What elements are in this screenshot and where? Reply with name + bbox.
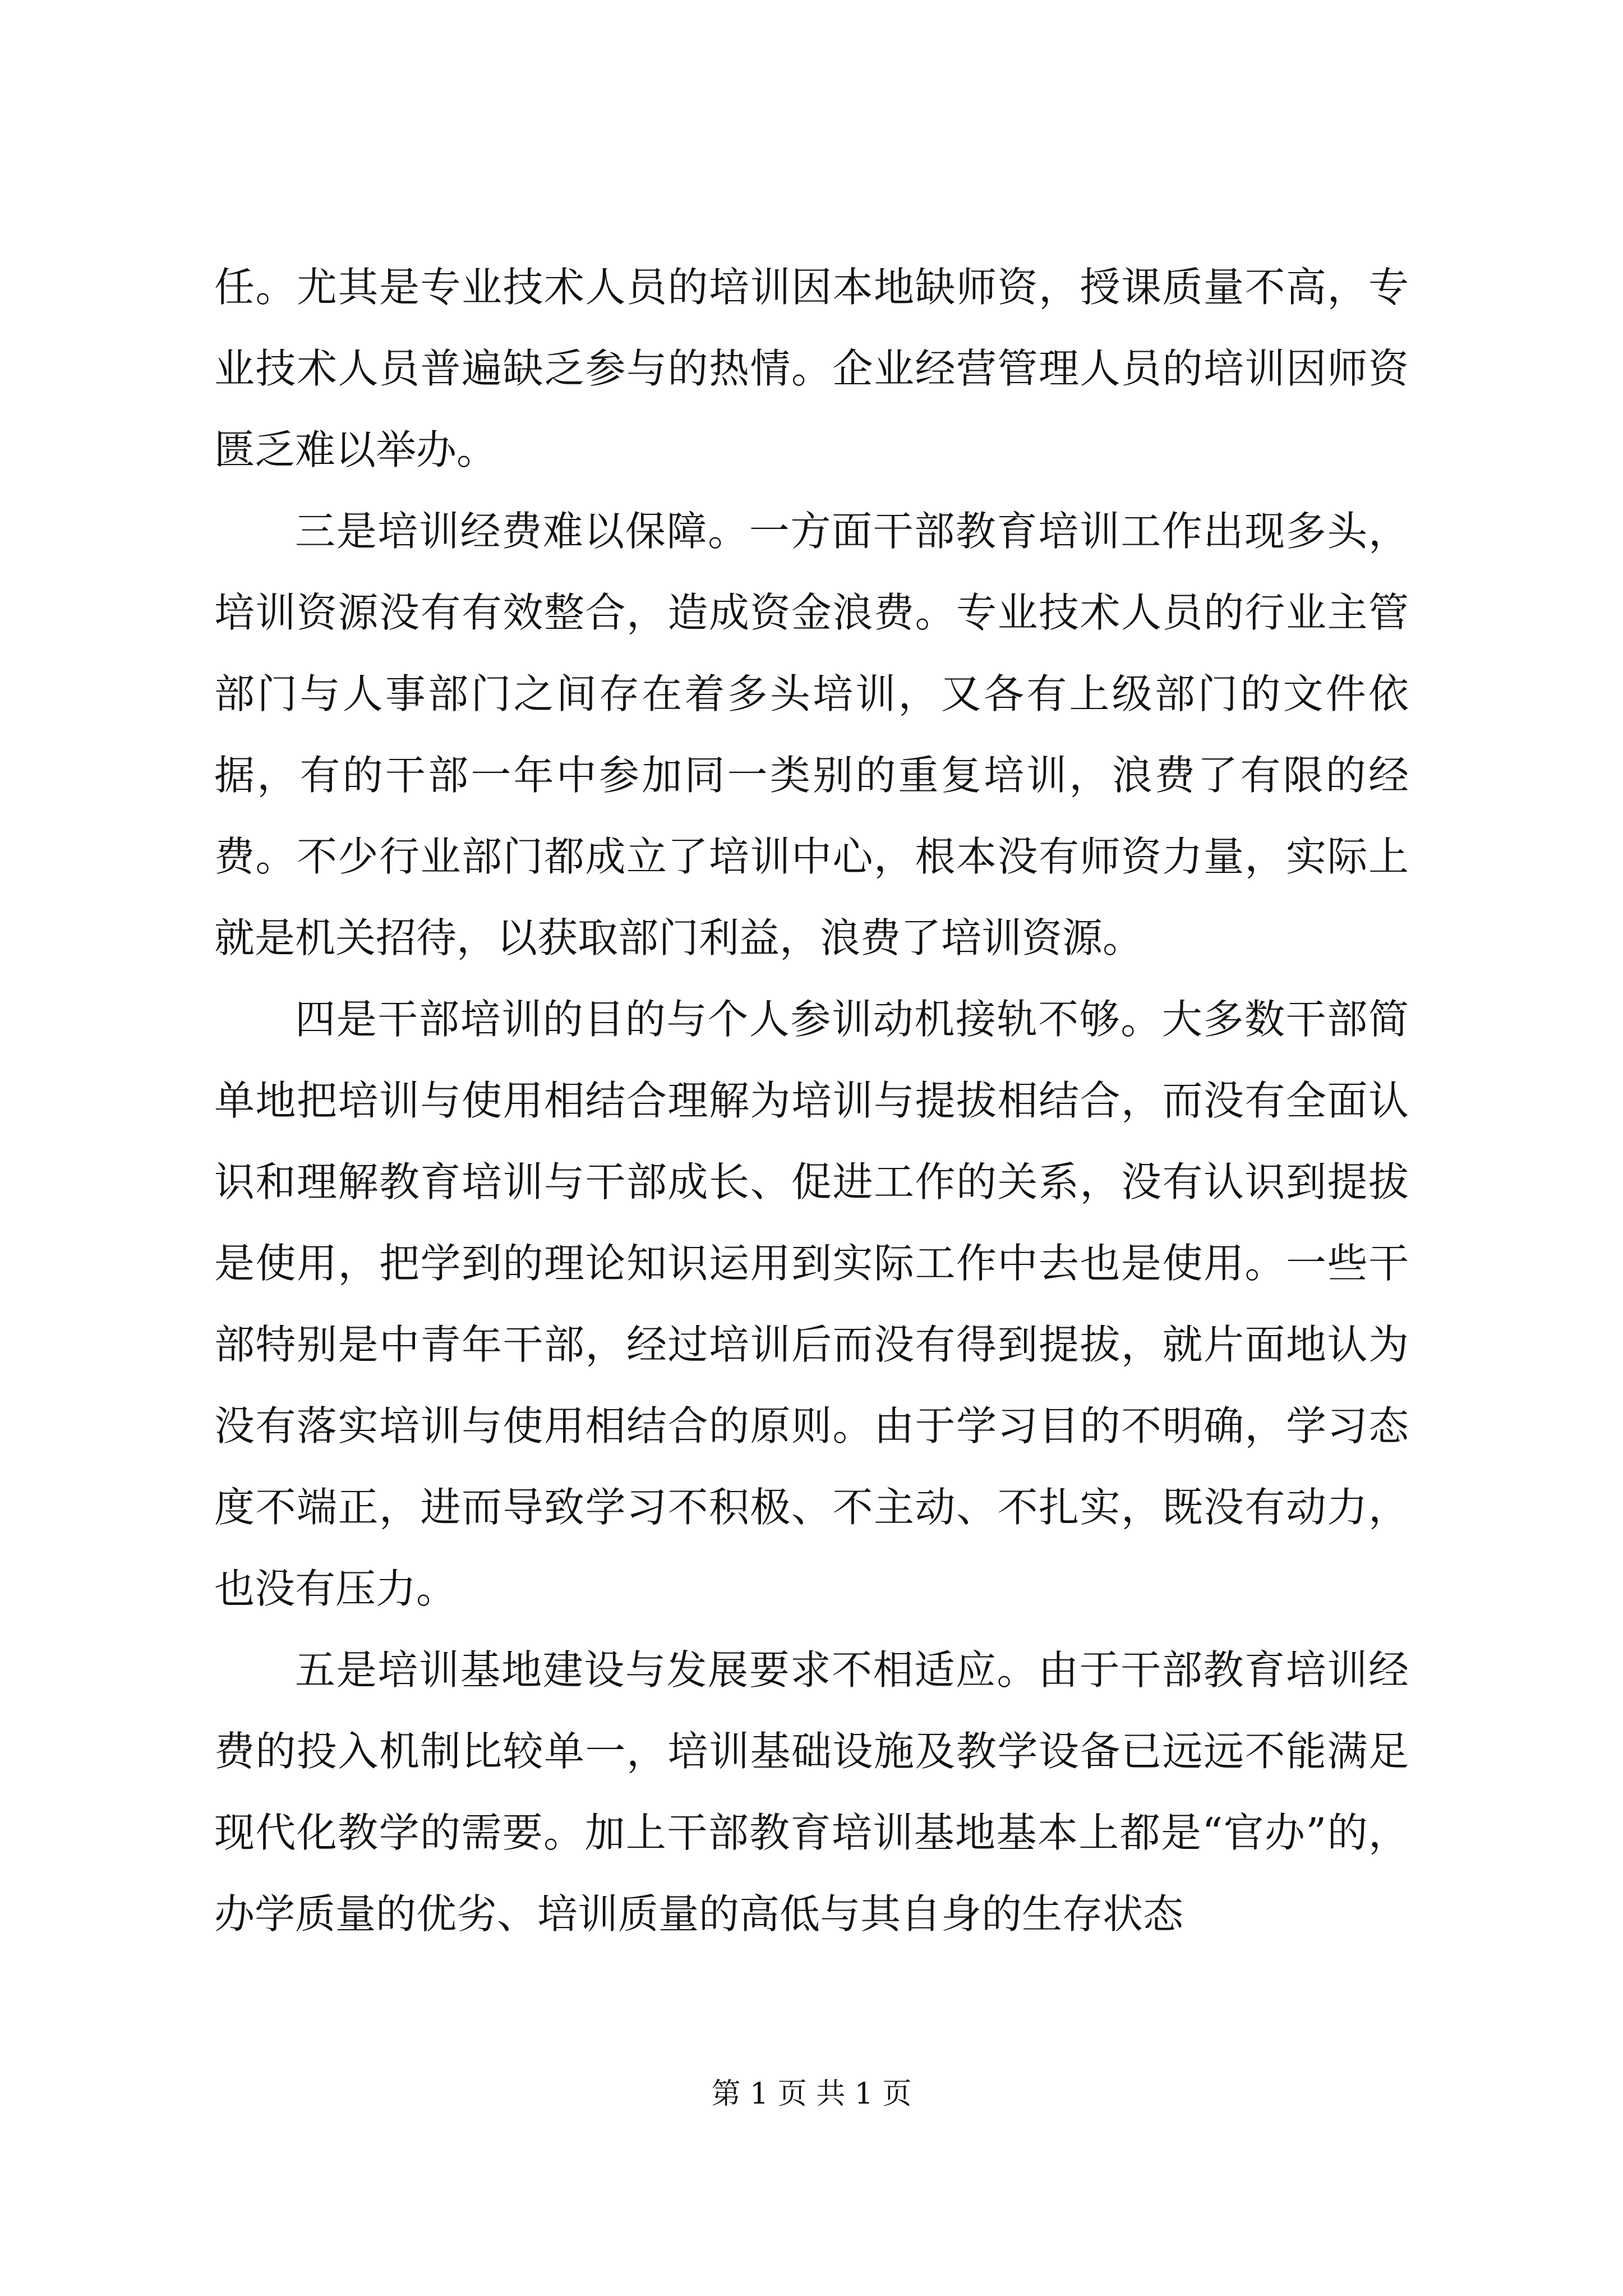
document-body bbox=[214, 247, 1409, 1955]
paragraph-2: 三是培训经费难以保障。一方面干部教育培训工作出现多头，培训资源没有有效整合，造成资金浪费。专业技术人员的行业主管部门与人事部门之间存在着多头培训，又各有上级部门的文件依据，有的干部一年中参加同一类别的重复培训，浪费了有限的经费。不少行业部门都成立了培训中心，根本没有师资力量，实际上就是机关招待，以获取部门利益，浪费了培训资源。 bbox=[214, 508, 1409, 961]
paragraph-1: 任。尤其是专业技术人员的培训因本地缺师资，授课质量不高，专业技术人员普遍缺乏参与的热情。企业经营管理人员的培训因师资匮乏难以举办。 bbox=[214, 264, 1409, 473]
paragraph-4: 五是培训基地建设与发展要求不相适应。由于干部教育培训经费的投入机制比较单一，培训基础设施及教学设备已远远不能满足现代化教学的需要。加上干部教育培训基地基本上都是“官办”的，办学质量的优劣、培训质量的高低与其自身的生存状态 bbox=[214, 1646, 1409, 1938]
paragraph-3: 四是干部培训的目的与个人参训动机接轨不够。大多数干部简单地把培训与使用相结合理解为培训与提拔相结合，而没有全面认识和理解教育培训与干部成长、促进工作的关系，没有认识到提拔是使用，把学到的理论知识运用到实际工作中去也是使用。一些干部特别是中青年干部，经过培训后而没有得到提拔，就片面地认为没有落实培训与使用相结合的原则。由于学习目的不明确，学习态度不端正，进而导致学习不积极、不主动、不扎实，既没有动力，也没有压力。 bbox=[214, 996, 1409, 1612]
page-footer: 第 1 页 共 1 页 bbox=[711, 2077, 912, 2111]
